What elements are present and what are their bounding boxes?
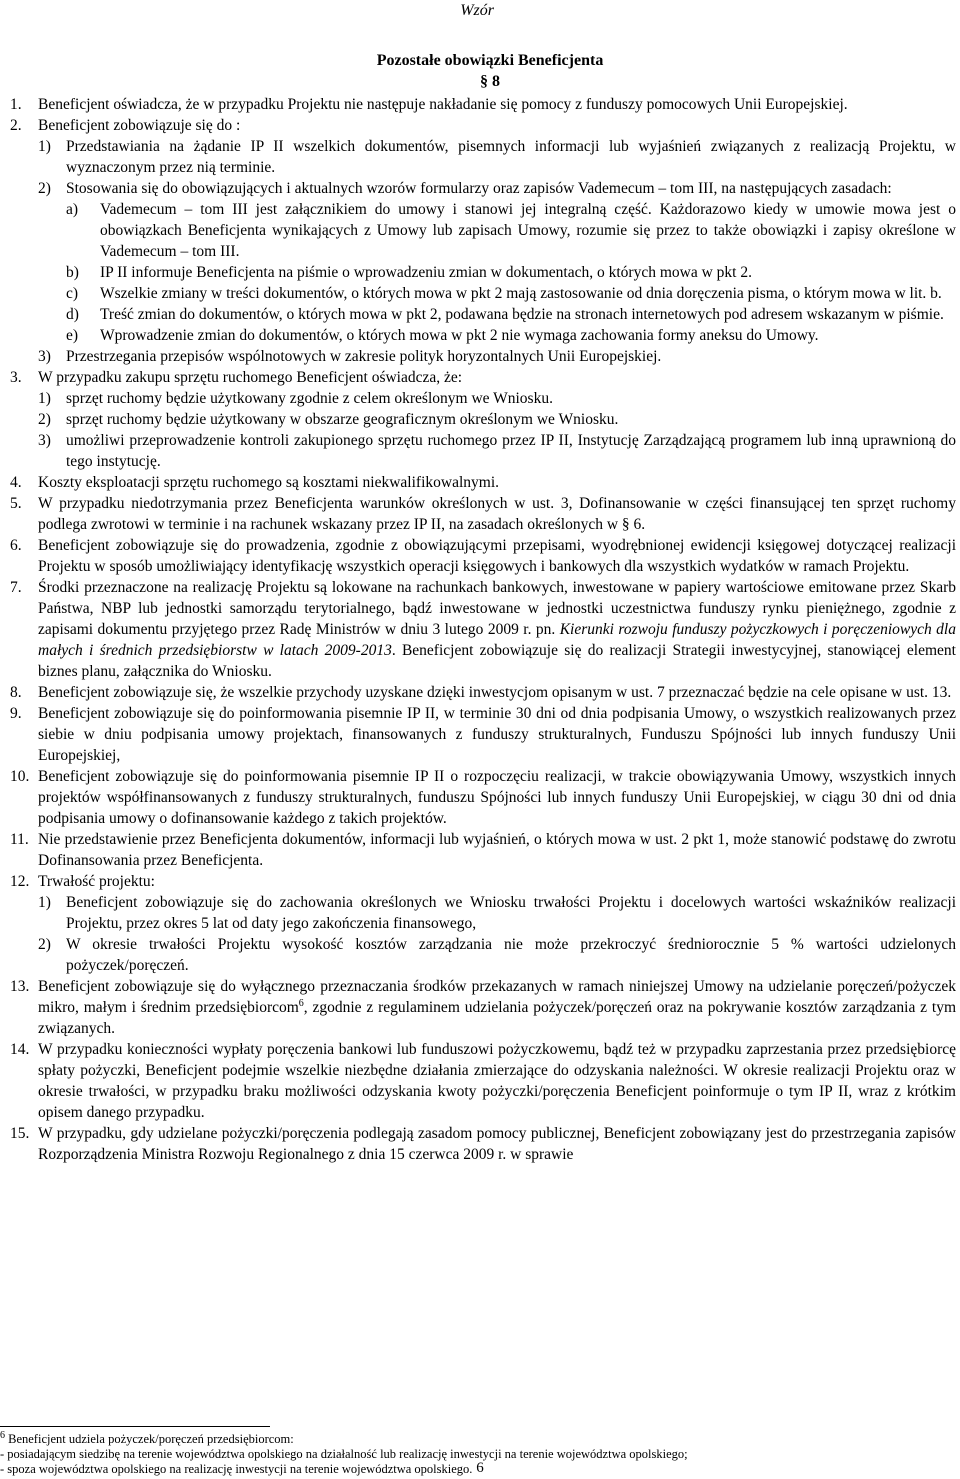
- item-text: Stosowania się do obowiązujących i aktualnych wzorów formularzy oraz zapisów Vademecum – tom III, na następujących zasadach:: [66, 180, 892, 197]
- item-number: 12.: [10, 873, 30, 890]
- item-text: Vademecum – tom III jest załącznikiem do umowy i stanowi jej integralną część. Każdorazowo kiedy w umowie mowa jest o obowiązkach Beneficjenta wynikających z Umowy lub zapisach Umowy, rozumie się przez to także obowiązki i zapisy określone w Vademecum – tom III.: [100, 201, 956, 260]
- item-number: 13.: [10, 978, 30, 995]
- item-text: Beneficjent oświadcza, że w przypadku Projektu nie następuje nakładanie się pomocy z funduszy pomocowych Unii Europejskiej.: [38, 96, 848, 113]
- section-mark: § 8: [480, 73, 500, 90]
- item-number: 3): [38, 348, 51, 365]
- item-text: , zgodnie z regulaminem udzielania pożyczek/poręczeń oraz na pokrywanie kosztów zarządzania z tym związanych.: [38, 999, 957, 1037]
- list-item: [10, 1039, 956, 1123]
- sub-item: [10, 430, 956, 472]
- sub-item: [10, 388, 956, 409]
- sub-item: [10, 892, 956, 934]
- item-text: Koszty eksploatacji sprzętu ruchomego są kosztami niekwalifikowalnymi.: [38, 474, 500, 491]
- item-text: Przedstawiania na żądanie IP II wszelkich dokumentów, pisemnych informacji lub wyjaśnień związanych z realizacją Projektu, w wyznaczonym przez nią terminie.: [66, 138, 956, 176]
- list-item: [10, 682, 956, 703]
- list-item: [10, 829, 956, 871]
- list-item: [10, 493, 956, 535]
- item-number: 1): [38, 138, 51, 155]
- sub-item: [10, 178, 956, 199]
- template-label: Wzór: [460, 2, 494, 19]
- letter-item: [10, 199, 956, 262]
- list-item: [10, 367, 956, 388]
- item-number: 2): [38, 936, 51, 953]
- item-number: 1): [38, 390, 51, 407]
- item-letter: a): [66, 201, 79, 218]
- footnote-line-2: - posiadającym siedzibę na terenie województwa opolskiego na działalność lub realizację inwestycji na terenie województwa opolskiego;: [0, 1447, 688, 1461]
- item-number: 11.: [10, 831, 29, 848]
- item-text: W przypadku konieczności wypłaty poręczenia bankowi lub funduszowi pożyczkowemu, bądź też w przypadku zaprzestania przez przedsiębiorcę spłaty pożyczki, Beneficjent podejmie wszelkie niezbędne działania zmierzające do odzyskania należności. W okresie realizacji Projektu oraz w okresie trwałości, w przypadku braku możliwości odzyskania kwoty pożyczki/poręczenia Beneficjent poinformuje o tym IP II, wraz z krótkim opisem danego przypadku.: [38, 1041, 956, 1121]
- item-number: 3): [38, 432, 51, 449]
- list-item: [10, 472, 956, 493]
- item-text: Beneficjent zobowiązuje się do poinformowania pisemnie IP II, w terminie 30 dni od dnia podpisania Umowy, o wszystkich realizowanych przez siebie w dniu podpisania umowy projektach, finansowanych z funduszy strukturalnych, Funduszu Spójności lub innych funduszy Unii Europejskiej,: [38, 705, 956, 764]
- item-text: W przypadku, gdy udzielane pożyczki/poręczenia podlegają zasadom pomocy publicznej, Beneficjent zobowiązany jest do przestrzegania zapisów Rozporządzenia Ministra Rozwoju Regionalnego z dnia 15 czerwca 2009 r. w sprawie: [38, 1125, 956, 1163]
- list-item: [10, 1123, 956, 1165]
- footnote-number: 6: [0, 1429, 5, 1441]
- document-title-italic: Kierunki rozwoju funduszy pożyczkowych i poręczeniowych dla małych i średnich przedsiębiorstw w latach 2009-2013: [38, 621, 956, 659]
- item-letter: e): [66, 327, 79, 344]
- item-number: 3.: [10, 369, 22, 386]
- item-text: Przestrzegania przepisów wspólnotowych w zakresie polityk horyzontalnych Unii Europejskiej.: [66, 348, 662, 365]
- item-text: W okresie trwałości Projektu wysokość kosztów zarządzania nie może przekroczyć średniorocznie 5 % wartości udzielonych pożyczek/poręczeń.: [66, 936, 956, 974]
- footnote-text: Beneficjent udziela pożyczek/poręczeń przedsiębiorcom:: [8, 1432, 294, 1446]
- item-number: 2): [38, 411, 51, 428]
- item-text: W przypadku zakupu sprzętu ruchomego Beneficjent oświadcza, że:: [38, 369, 463, 386]
- footnote-reference[interactable]: 6: [298, 997, 304, 1009]
- item-letter: b): [66, 264, 79, 281]
- list-item: [10, 94, 956, 115]
- item-number: 14.: [10, 1041, 30, 1058]
- item-letter: c): [66, 285, 79, 302]
- item-number: 9.: [10, 705, 22, 722]
- footnote-line-1: [0, 1429, 956, 1447]
- item-text: sprzęt ruchomy będzie użytkowany zgodnie z celem określonym we Wniosku.: [66, 390, 553, 407]
- item-text: Wprowadzenie zmian do dokumentów, o których mowa w pkt 2 nie wymaga zachowania formy aneksu do Umowy.: [100, 327, 819, 344]
- item-letter: d): [66, 306, 79, 323]
- item-text: Treść zmian do dokumentów, o których mowa w pkt 2, podawana będzie na stronach internetowych pod adresem wskazanym w piśmie.: [100, 306, 944, 323]
- list-item: [10, 703, 956, 766]
- list-item: [10, 766, 956, 829]
- item-text: Środki przeznaczone na realizację Projektu są lokowane na rachunkach bankowych, inwestowane w papiery wartościowe emitowane przez Skarb Państwa, NBP lub jednostki samorządu terytorialnego, bądź inwestowane w jednostki uczestnictwa funduszy rynku pieniężnego, zgodnie z zapisami dokumentu przyjętego przez Radę Ministrów w dniu 3 lutego 2009 r. pn.: [38, 579, 956, 638]
- list-item: [10, 871, 956, 892]
- item-number: 1.: [10, 96, 22, 113]
- item-number: 2.: [10, 117, 22, 134]
- letter-item: [10, 283, 956, 304]
- letter-item: [10, 304, 956, 325]
- item-number: 6.: [10, 537, 22, 554]
- item-text: umożliwi przeprowadzenie kontroli zakupionego sprzętu ruchomego przez IP II, Instytucję Zarządzającą programem lub inną uprawnioną do tego instytucję.: [66, 432, 956, 470]
- item-number: 5.: [10, 495, 22, 512]
- item-number: 7.: [10, 579, 22, 596]
- footnote-divider: [0, 1426, 270, 1427]
- item-number: 10.: [10, 768, 30, 785]
- list-item: [10, 535, 956, 577]
- item-text: W przypadku niedotrzymania przez Beneficjenta warunków określonych w ust. 3, Dofinansowanie w części finansującej ten sprzęt ruchomy podlega zwrotowi w terminie i na rachunek wskazany przez IP II, na zasadach określonych w § 6.: [38, 495, 956, 533]
- item-number: 15.: [10, 1125, 30, 1142]
- list-item: [10, 577, 956, 682]
- letter-item: [10, 325, 956, 346]
- item-number: 2): [38, 180, 51, 197]
- list-item: [10, 976, 956, 1039]
- item-text: Nie przedstawienie przez Beneficjenta dokumentów, informacji lub wyjaśnień, o których mowa w ust. 2 pkt 1, może stanowić podstawę do zwrotu Dofinansowania przez Beneficjenta.: [38, 831, 956, 869]
- page-number: 6: [476, 1460, 484, 1476]
- list-item: [10, 115, 956, 136]
- item-text: . Beneficjent zobowiązuje się do realizacji Strategii inwestycyjnej, stanowiącej element biznes planu, załącznika do Wniosku.: [38, 642, 956, 680]
- item-number: 1): [38, 894, 51, 911]
- item-text: Wszelkie zmiany w treści dokumentów, o których mowa w pkt 2 mają zastosowanie od dnia doręczenia pisma, o którym mowa w lit. b.: [100, 285, 942, 302]
- item-text: Beneficjent zobowiązuje się do wyłącznego przeznaczania środków przekazanych w ramach niniejszej Umowy na udzielanie poręczeń/pożyczek mikro, małym i średnim przedsiębiorcom: [38, 978, 956, 1016]
- item-text: Beneficjent zobowiązuje się do prowadzenia, zgodnie z obowiązującymi przepisami, wyodrębnionej ewidencji księgowej dotyczącej realizacji Projektu w sposób umożliwiający identyfikację wszystkich operacji księgowych i bankowych dla wszystkich wydatków w ramach Projektu.: [38, 537, 956, 575]
- item-number: 8.: [10, 684, 22, 701]
- item-text: Beneficjent zobowiązuje się do :: [38, 117, 241, 134]
- letter-item: [10, 262, 956, 283]
- sub-item: [10, 346, 956, 367]
- document-body: [10, 94, 956, 1165]
- sub-item: [10, 409, 956, 430]
- item-text: IP II informuje Beneficjenta na piśmie o wprowadzeniu zmian w dokumentach, o których mowa w pkt 2.: [100, 264, 752, 281]
- item-text: Beneficjent zobowiązuje się, że wszelkie przychody uzyskane dzięki inwestycjom opisanym w ust. 7 przeznaczać będzie na cele opisane w ust. 13.: [38, 684, 952, 701]
- item-text: sprzęt ruchomy będzie użytkowany w obszarze geograficznym określonym we Wniosku.: [66, 411, 619, 428]
- item-text: Trwałość projektu:: [38, 873, 155, 890]
- item-text: Beneficjent zobowiązuje się do poinformowania pisemnie IP II o rozpoczęciu realizacji, w trakcie obowiązywania Umowy, wszystkich innych projektów współfinansowanych z funduszy strukturalnych, funduszu Spójności lub innych funduszy Unii Europejskiej, w ciągu 30 dni od dnia podpisania umowy o dofinansowanie każdego z takich projektów.: [38, 768, 956, 827]
- sub-item: [10, 136, 956, 178]
- footnote-line-3: - spoza województwa opolskiego na realizację inwestycji na terenie województwa opolskiego.: [0, 1462, 473, 1476]
- item-text: Beneficjent zobowiązuje się do zachowania określonych we Wniosku trwałości Projektu i docelowych wartości wskaźników realizacji Projektu, przez okres 5 lat od daty jego zakończenia finansowego,: [66, 894, 956, 932]
- page-title: Pozostałe obowiązki Beneficjenta: [376, 52, 604, 69]
- sub-item: [10, 934, 956, 976]
- item-number: 4.: [10, 474, 22, 491]
